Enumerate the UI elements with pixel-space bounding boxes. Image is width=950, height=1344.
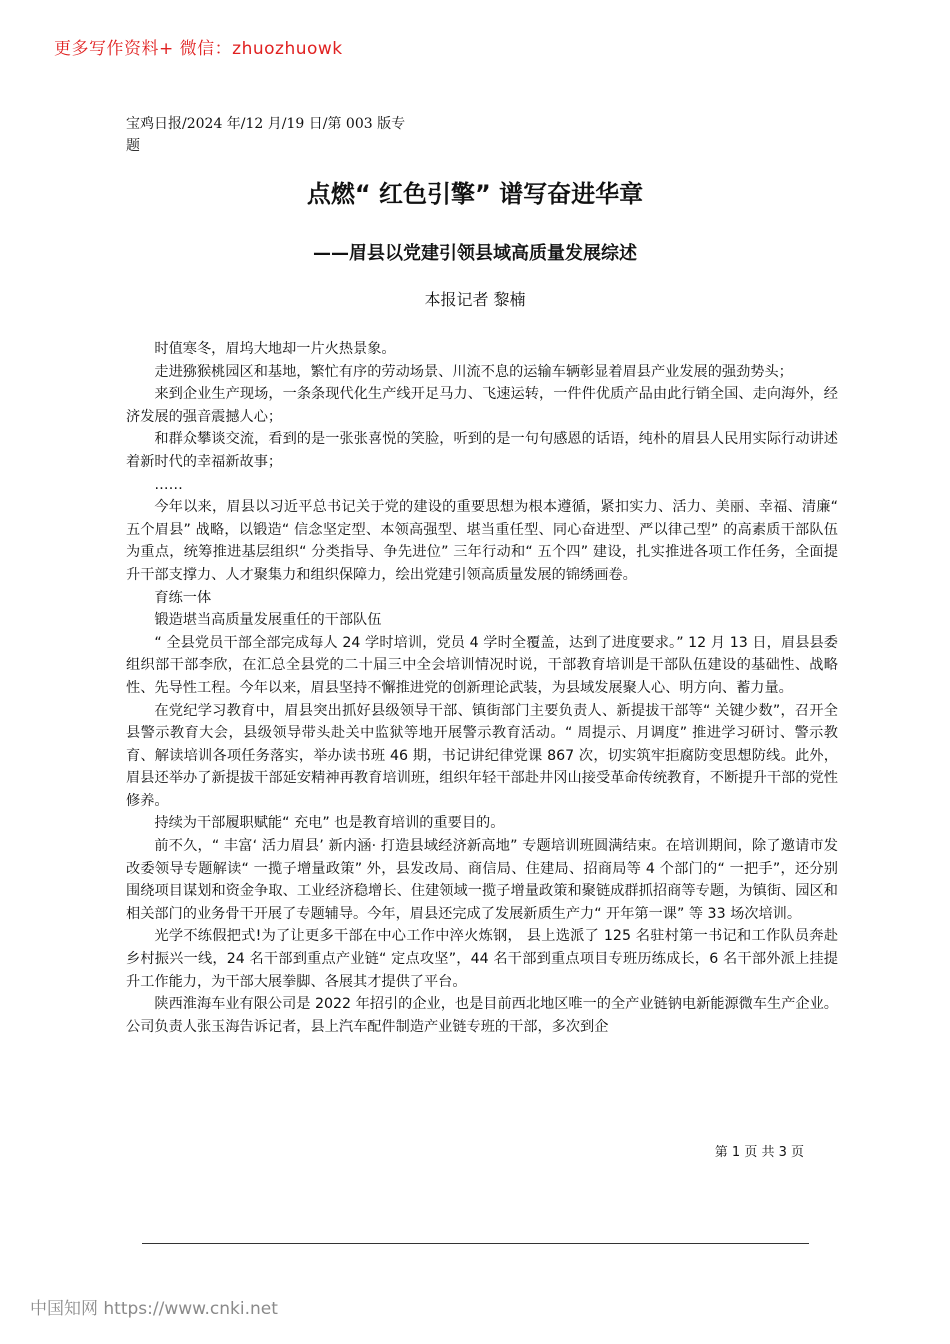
page-number: 第 1 页 共 3 页 [714, 1145, 804, 1160]
paragraph: 光学不练假把式!为了让更多干部在中心工作中淬火炼钢， 县上选派了 125 名驻村第一书记和工作队员奔赴乡村振兴一线，24 名干部到重点产业链“ 定点攻坚”，44 名干部到重点项目专班历练成长，6 名干部外派上挂提升工作能力，为干部大展拳脚、各展其才提供了平台。 [126, 928, 838, 990]
paragraph: 今年以来，眉县以习近平总书记关于党的建设的重要思想为根本遵循，紧扣实力、活力、美丽、幸福、清廉“ 五个眉县” 战略，以锻造“ 信念坚定型、本领高强型、堪当重任型、同心奋进型、严以律己型” 的高素质干部队伍为重点，统筹推进基层组织“ 分类指导、争先进位” 三年行动和“ 五个四” 建设，扎实推进各项工作任务，全面提升干部支撑力、人才聚集力和组织保障力，绘出党建引领高质量发展的锦绣画卷。 [126, 499, 838, 583]
article-body [126, 338, 838, 1038]
paragraph: …… [154, 476, 183, 493]
byline: 本报记者 黎楠 [424, 290, 526, 309]
cnki-watermark: 中国知网 https://www.cnki.net [30, 1299, 278, 1319]
paragraph: 陕西淮海车业有限公司是 2022 年招引的企业，也是目前西北地区唯一的全产业链钠电新能源微车生产企业。公司负责人张玉海告诉记者，县上汽车配件制造产业链专班的干部，多次到企 [126, 996, 838, 1035]
paragraph: 持续为干部履职赋能“ 充电” 也是教育培训的重要目的。 [154, 815, 505, 832]
paragraph: 在党纪学习教育中，眉县突出抓好县级领导干部、镇街部门主要负责人、新提拔干部等“ 关键少数”，召开全县警示教育大会，县级领导带头赴关中监狱等地开展警示教育活动。“ 周提示、月调度” 推进学习研讨、警示教育、解读培训各项任务落实，举办读书班 46 期，书记讲纪律党课 867 次，切实筑牢拒腐防变思想防线。此外，眉县还举办了新提拔干部延安精神再教育培训班，组织年轻干部赴井冈山接受革命传统教育，不断提升干部的党性修养。 [126, 702, 838, 809]
paragraph: 来到企业生产现场，一条条现代化生产线开足马力、飞速运转，一件件优质产品由此行销全国、走向海外，经济发展的强音震撼人心； [126, 386, 838, 425]
source-line: 宝鸡日报/2024 年/12 月/19 日/第 003 版专题 [126, 116, 406, 154]
paragraph: 前不久，“ 丰富‘ 活力眉县’ 新内涵· 打造县域经济新高地” 专题培训班圆满结束。在培训期间，除了邀请市发改委领导专题解读“ 一揽子增量政策” 外，县发改局、商信局、住建局、招商局等 4 个部门的“ 一把手”，还分别围绕项目谋划和资金争取、工业经济稳增长、住建领域一揽子增量政策和聚链成群抓招商等专题，为镇街、园区和相关部门的业务骨干开展了专题辅导。今年，眉县还完成了发展新质生产力“ 开年第一课” 等 33 场次培训。 [126, 838, 838, 922]
paragraph: 和群众攀谈交流，看到的是一张张喜悦的笑脸，听到的是一句句感恩的话语，纯朴的眉县人民用实际行动讲述着新时代的幸福新故事； [126, 431, 838, 470]
paragraph: 走进猕猴桃园区和基地，繁忙有序的劳动场景、川流不息的运输车辆彰显着眉县产业发展的强劲势头； [154, 363, 793, 380]
footer-divider [142, 1243, 809, 1244]
paragraph: 时值寒冬，眉坞大地却一片火热景象。 [154, 341, 396, 357]
page-title: 点燃“ 红色引擎” 谱写奋进华章 [306, 180, 644, 208]
section-subheading: 锻造堪当高质量发展重任的干部队伍 [154, 612, 382, 629]
promo-banner: 更多写作资料+ 微信：zhuozhuowk [54, 39, 343, 59]
section-heading: 育练一体 [154, 589, 212, 606]
paragraph: “ 全县党员干部全部完成每人 24 学时培训，党员 4 学时全覆盖，达到了进度要求。” 12 月 13 日，眉县县委组织部干部李欣，在汇总全县党的二十届三中全会培训情况时说，干部教育培训是干部队伍建设的基础性、战略性、先导性工程。今年以来，眉县坚持不懈推进党的创新理论武装，为县域发展聚人心、明方向、蓄力量。 [126, 634, 838, 696]
page-subtitle: ——眉县以党建引领县域高质量发展综述 [313, 243, 637, 264]
